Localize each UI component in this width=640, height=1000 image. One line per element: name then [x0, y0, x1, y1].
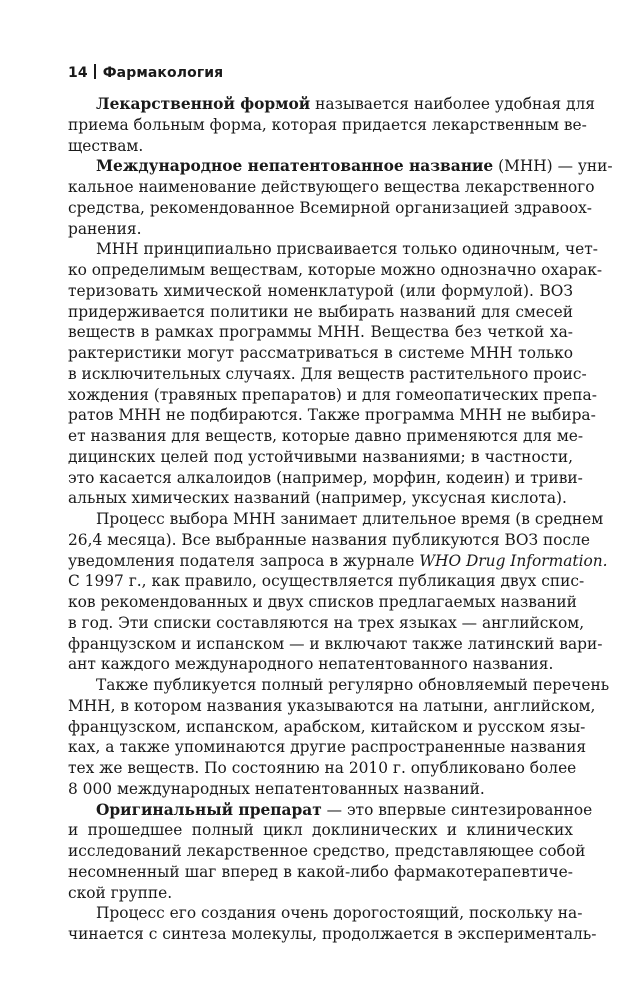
- book-page: [68, 62, 613, 945]
- text-line: [68, 260, 603, 281]
- paragraph: [68, 509, 608, 675]
- text-line: [68, 156, 613, 177]
- text-line: [68, 115, 587, 136]
- paragraph: [68, 156, 613, 239]
- text-line: [68, 94, 595, 115]
- line-text: ант каждого международного непатентованного названия.: [68, 655, 554, 674]
- text-line: [68, 841, 586, 862]
- text-line: [68, 177, 595, 198]
- text-line: [68, 903, 583, 924]
- line-text: ранения.: [68, 219, 142, 238]
- text-line: [68, 426, 584, 447]
- text-line: [68, 488, 573, 509]
- text-line: [68, 634, 603, 655]
- text-line: [68, 654, 573, 675]
- text-line: [68, 737, 587, 758]
- text-line: [68, 405, 596, 426]
- line-text: альных химических названий (например, уксусная кислота).: [68, 489, 567, 508]
- text-line: [68, 219, 573, 240]
- line-text: французском, испанском, арабском, китайском и русском язы-: [68, 717, 586, 736]
- line-text: Также публикуется полный регулярно обновляемый перечень: [96, 676, 610, 694]
- line-text: ках, а также упоминаются другие распространенные названия: [68, 738, 587, 757]
- text-line: [68, 385, 597, 406]
- text-line: [68, 509, 604, 530]
- line-text: хождения (травяных препаратов) и для гомеопатических препа-: [68, 385, 597, 404]
- line-text: ко определимым веществам, которые можно однозначно охарак-: [68, 261, 603, 279]
- text-line: [68, 675, 610, 696]
- text-line: [68, 343, 573, 364]
- line-text: ратов МНН не подбираются. Также программа МНН не выбира-: [68, 406, 596, 425]
- text-line: [68, 592, 577, 613]
- line-text: средства, рекомендованное Всемирной организацией здравоох-: [68, 198, 592, 217]
- line-text: ществам.: [68, 136, 144, 155]
- text-line: [68, 468, 583, 489]
- text-line: [68, 530, 590, 551]
- text-line: [68, 883, 573, 904]
- defined-term: Международное непатентованное название: [96, 157, 494, 176]
- line-text: МНН принципиально присваивается только одиночным, чет-: [96, 240, 598, 259]
- text-line: [68, 820, 573, 841]
- text-line: [68, 136, 573, 157]
- body-text: [68, 94, 613, 945]
- line-text: ков рекомендованных и двух списков предлагаемых названий: [68, 593, 577, 611]
- paragraph: [68, 675, 610, 800]
- line-text: придерживается политики не выбирать названий для смесей: [68, 302, 573, 321]
- text-line: [68, 779, 573, 800]
- journal-title: WHO Drug Information.: [419, 551, 608, 570]
- line-text: — это впервые синтезированное: [321, 800, 593, 819]
- text-line: [68, 551, 608, 572]
- text-line: [68, 198, 592, 219]
- line-text: Процесс его создания очень дорогостоящий, поскольку на-: [96, 904, 583, 923]
- text-line: [68, 862, 573, 883]
- line-text: чинается с синтеза молекулы, продолжается в эксперименталь-: [68, 925, 597, 943]
- text-line: [68, 447, 573, 468]
- line-text: (МНН) — уни-: [493, 157, 613, 176]
- line-text: 8 000 международных непатентованных названий.: [68, 779, 485, 798]
- line-text: в год. Эти списки составляются на трех языках — английском,: [68, 613, 585, 632]
- header-divider: [94, 64, 96, 79]
- paragraph: [68, 800, 593, 904]
- text-line: [68, 613, 585, 634]
- defined-term: Лекарственной формой: [96, 95, 311, 113]
- defined-term: Оригинальный препарат: [96, 800, 322, 819]
- text-line: [68, 696, 596, 717]
- running-header: [68, 62, 573, 86]
- text-line: [68, 758, 577, 779]
- line-text: ской группе.: [68, 883, 173, 902]
- line-text: теризовать химической номенклатурой (или формулой). ВОЗ: [68, 281, 573, 300]
- page-number: 14: [68, 65, 88, 81]
- line-text: называется наиболее удобная для: [310, 95, 595, 113]
- line-text: уведомления подателя запроса в журнале: [68, 551, 420, 570]
- text-line: [68, 322, 573, 343]
- line-text: ет названия для веществ, которые давно применяются для ме-: [68, 427, 584, 445]
- text-line: [68, 281, 573, 302]
- paragraph: [68, 94, 595, 156]
- line-text: С 1997 г., как правило, осуществляется публикация двух спис-: [68, 572, 585, 591]
- text-line: [68, 924, 597, 945]
- line-text: тех же веществ. По состоянию на 2010 г. опубликовано более: [68, 759, 577, 777]
- line-text: Процесс выбора МНН занимает длительное время (в среднем: [96, 510, 604, 528]
- line-text: рактеристики могут рассматриваться в системе МНН только: [68, 344, 573, 362]
- text-line: [68, 364, 587, 385]
- line-text: в исключительных случаях. Для веществ растительного проис-: [68, 364, 587, 383]
- text-line: [68, 717, 586, 738]
- line-text: исследований лекарственное средство, представляющее собой: [68, 842, 586, 860]
- line-text: и прошедшее полный цикл доклинических и клинических: [68, 821, 573, 840]
- line-text: МНН, в котором названия указываются на латыни, английском,: [68, 696, 596, 715]
- line-text: дицинских целей под устойчивыми названиями; в частности,: [68, 447, 573, 466]
- text-line: [68, 571, 585, 592]
- text-line: [68, 800, 593, 821]
- text-line: [68, 302, 573, 323]
- line-text: 26,4 месяца). Все выбранные названия публикуются ВОЗ после: [68, 530, 590, 549]
- chapter-title: Фармакология: [102, 65, 224, 81]
- text-line: [68, 239, 598, 260]
- paragraph: [68, 239, 603, 509]
- line-text: французском и испанском — и включают также латинский вари-: [68, 634, 603, 653]
- line-text: веществ в рамках программы МНН. Вещества без четкой ха-: [68, 323, 573, 342]
- paragraph: [68, 903, 597, 945]
- line-text: несомненный шаг вперед в какой-либо фармакотерапевтиче-: [68, 862, 573, 881]
- line-text: это касается алкалоидов (например, морфин, кодеин) и триви-: [68, 468, 583, 487]
- line-text: приема больным форма, которая придается лекарственным ве-: [68, 115, 587, 134]
- line-text: кальное наименование действующего вещества лекарственного: [68, 178, 595, 196]
